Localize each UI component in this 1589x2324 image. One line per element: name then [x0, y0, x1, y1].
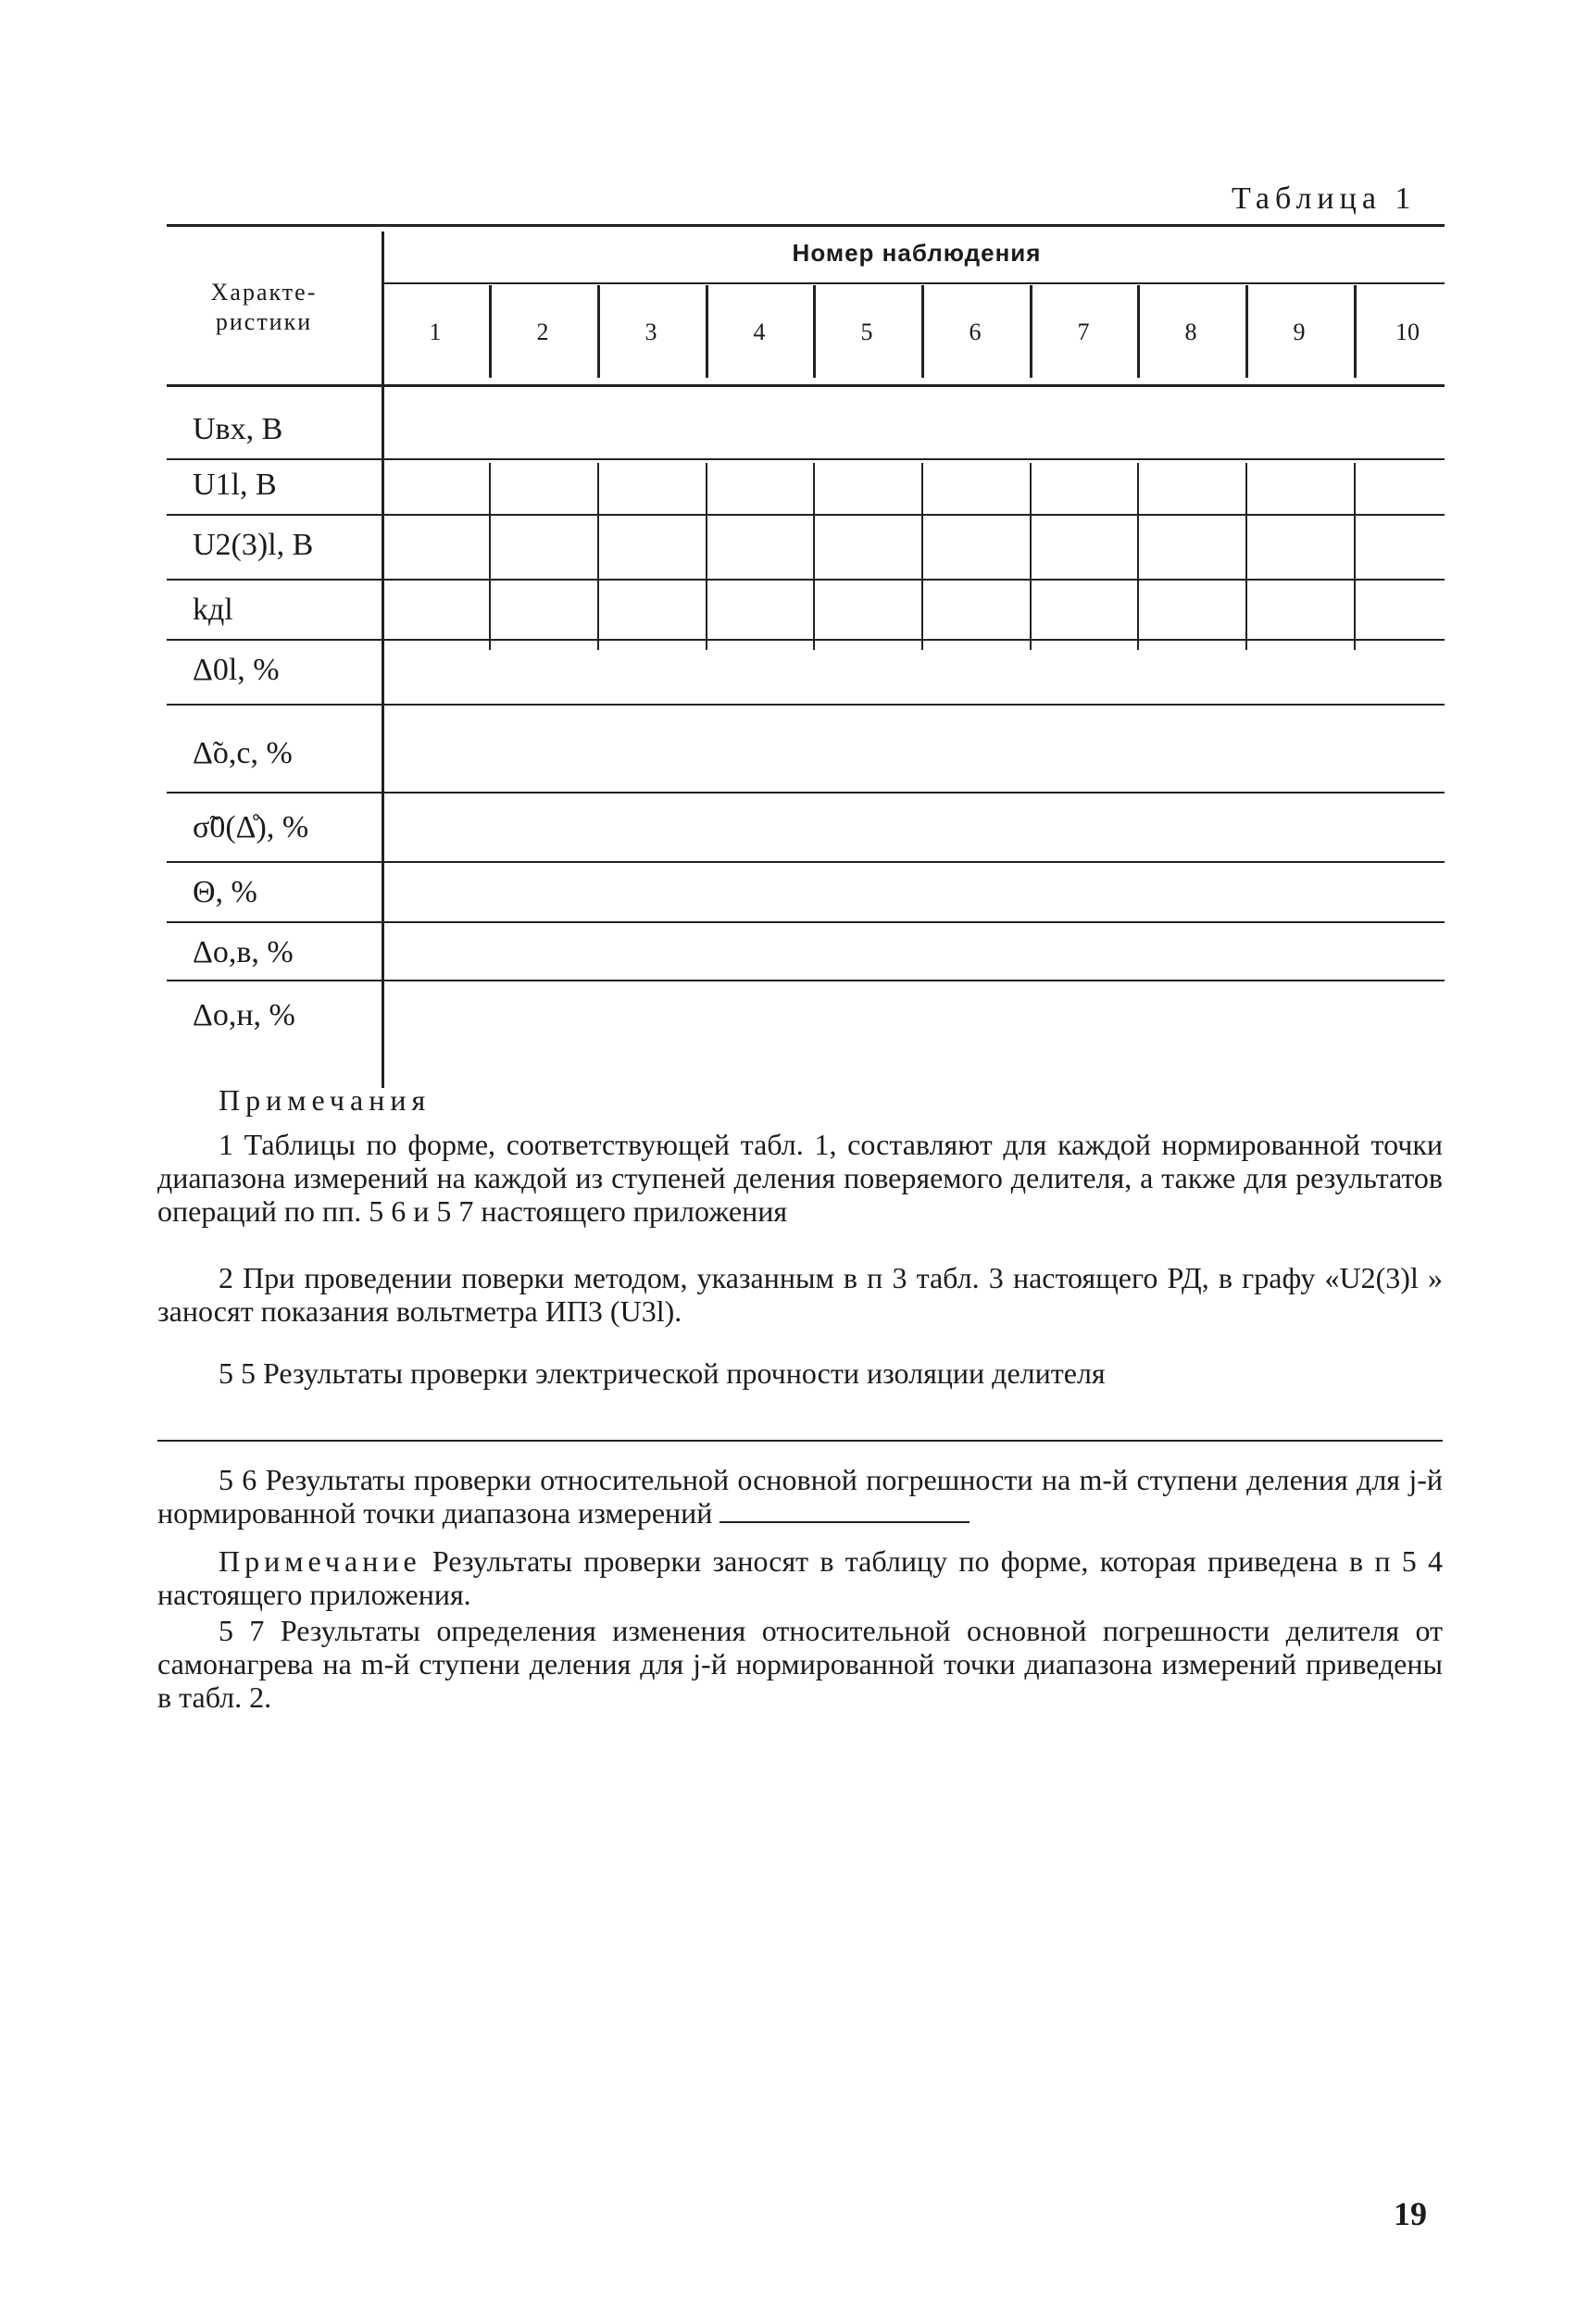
row-rule	[167, 861, 1445, 863]
column-number: 6	[969, 319, 982, 345]
row-label: σ̃0(Δ̊), %	[193, 810, 309, 844]
column-number: 2	[536, 319, 549, 345]
column-number: 5	[860, 319, 873, 345]
col-divider	[489, 463, 491, 650]
row-rule	[167, 792, 1445, 793]
note-1: 1 Таблицы по форме, соответствующей табл. 1, составляют для каждой нормированной точки диапазона измерений на каждой из ступеней деления поверяемого делителя, а также для результатов операций по пп. 5 6 и 5 7 настоящего приложения	[157, 1128, 1443, 1228]
column-number: 1	[429, 319, 442, 345]
col-divider	[1245, 285, 1248, 378]
column-number: 8	[1184, 319, 1197, 345]
col-divider	[1354, 285, 1357, 378]
row-label: Δо,н, %	[193, 998, 295, 1032]
section-5-6-text: 5 6 Результаты проверки относительной основной погрешности на m-й ступени деления для j-й нормированной точки диапазона измерений	[157, 1463, 1443, 1530]
note-2: 2 При проведении поверки методом, указанным в п 3 табл. 3 настоящего РД, в графу «U2(3)l » заносят показания вольтметра ИП3 (U3l).	[157, 1261, 1443, 1328]
row-rule	[167, 458, 1445, 460]
section-5-5: 5 5 Результаты проверки электрической прочности изоляции делителя	[219, 1356, 1106, 1390]
row-label: U2(3)l, В	[193, 528, 314, 562]
col-divider	[706, 463, 707, 650]
label-column-divider	[382, 231, 384, 1088]
row-label: Δ0l, %	[193, 653, 280, 687]
section-5-6	[157, 1463, 1443, 1530]
row-rule	[167, 704, 1445, 706]
col-divider	[813, 285, 816, 378]
column-number: 9	[1293, 319, 1306, 345]
col-divider	[1245, 463, 1247, 650]
blank-field	[719, 1497, 970, 1523]
header-characteristics: Характе- ристики	[210, 279, 318, 335]
col-divider	[1354, 463, 1356, 650]
column-number: 4	[753, 319, 766, 345]
row-rule	[167, 514, 1445, 516]
page-number: 19	[1394, 2195, 1427, 2232]
column-number: 10	[1395, 319, 1420, 345]
col-divider	[597, 285, 600, 378]
col-divider	[597, 463, 599, 650]
col-divider	[921, 285, 924, 378]
row-label: Δо,в, %	[193, 935, 294, 969]
row-rule	[167, 579, 1445, 581]
row-rule	[167, 921, 1445, 923]
column-number: 7	[1077, 319, 1090, 345]
table-top-rule	[167, 224, 1445, 227]
column-number: 3	[644, 319, 657, 345]
note-text: Результаты проверки заносят в таблицу по форме, которая приведена в п 5 4 настоящего приложения.	[157, 1544, 1443, 1611]
col-divider	[1030, 285, 1032, 378]
note-label: Примечание	[219, 1544, 421, 1578]
blank-line	[157, 1440, 1443, 1442]
row-label: Δ̃о,с, %	[193, 736, 293, 770]
row-label: U1l, В	[193, 468, 277, 502]
col-divider	[1137, 463, 1139, 650]
row-rule	[167, 980, 1445, 981]
col-divider	[706, 285, 708, 378]
col-divider	[1137, 285, 1140, 378]
header-mid-rule	[384, 282, 1445, 284]
section-note	[157, 1544, 1443, 1611]
header-observation-number: Номер наблюдения	[792, 239, 1042, 267]
section-5-7: 5 7 Результаты определения изменения относительной основной погрешности делителя от самонагрева на m-й ступени деления для j-й нормированной точки диапазона измерений приведены в табл. 2.	[157, 1614, 1443, 1714]
col-divider	[1030, 463, 1032, 650]
col-divider	[921, 463, 923, 650]
table-caption: Таблица 1	[1232, 181, 1417, 216]
row-label: Θ, %	[193, 875, 257, 909]
col-divider	[813, 463, 815, 650]
row-label: kдl	[193, 593, 233, 627]
header-bottom-rule	[167, 384, 1445, 387]
notes-title: Примечания	[219, 1083, 432, 1117]
row-label: Uвх, В	[193, 412, 283, 446]
row-rule	[167, 639, 1445, 641]
col-divider	[489, 285, 492, 378]
